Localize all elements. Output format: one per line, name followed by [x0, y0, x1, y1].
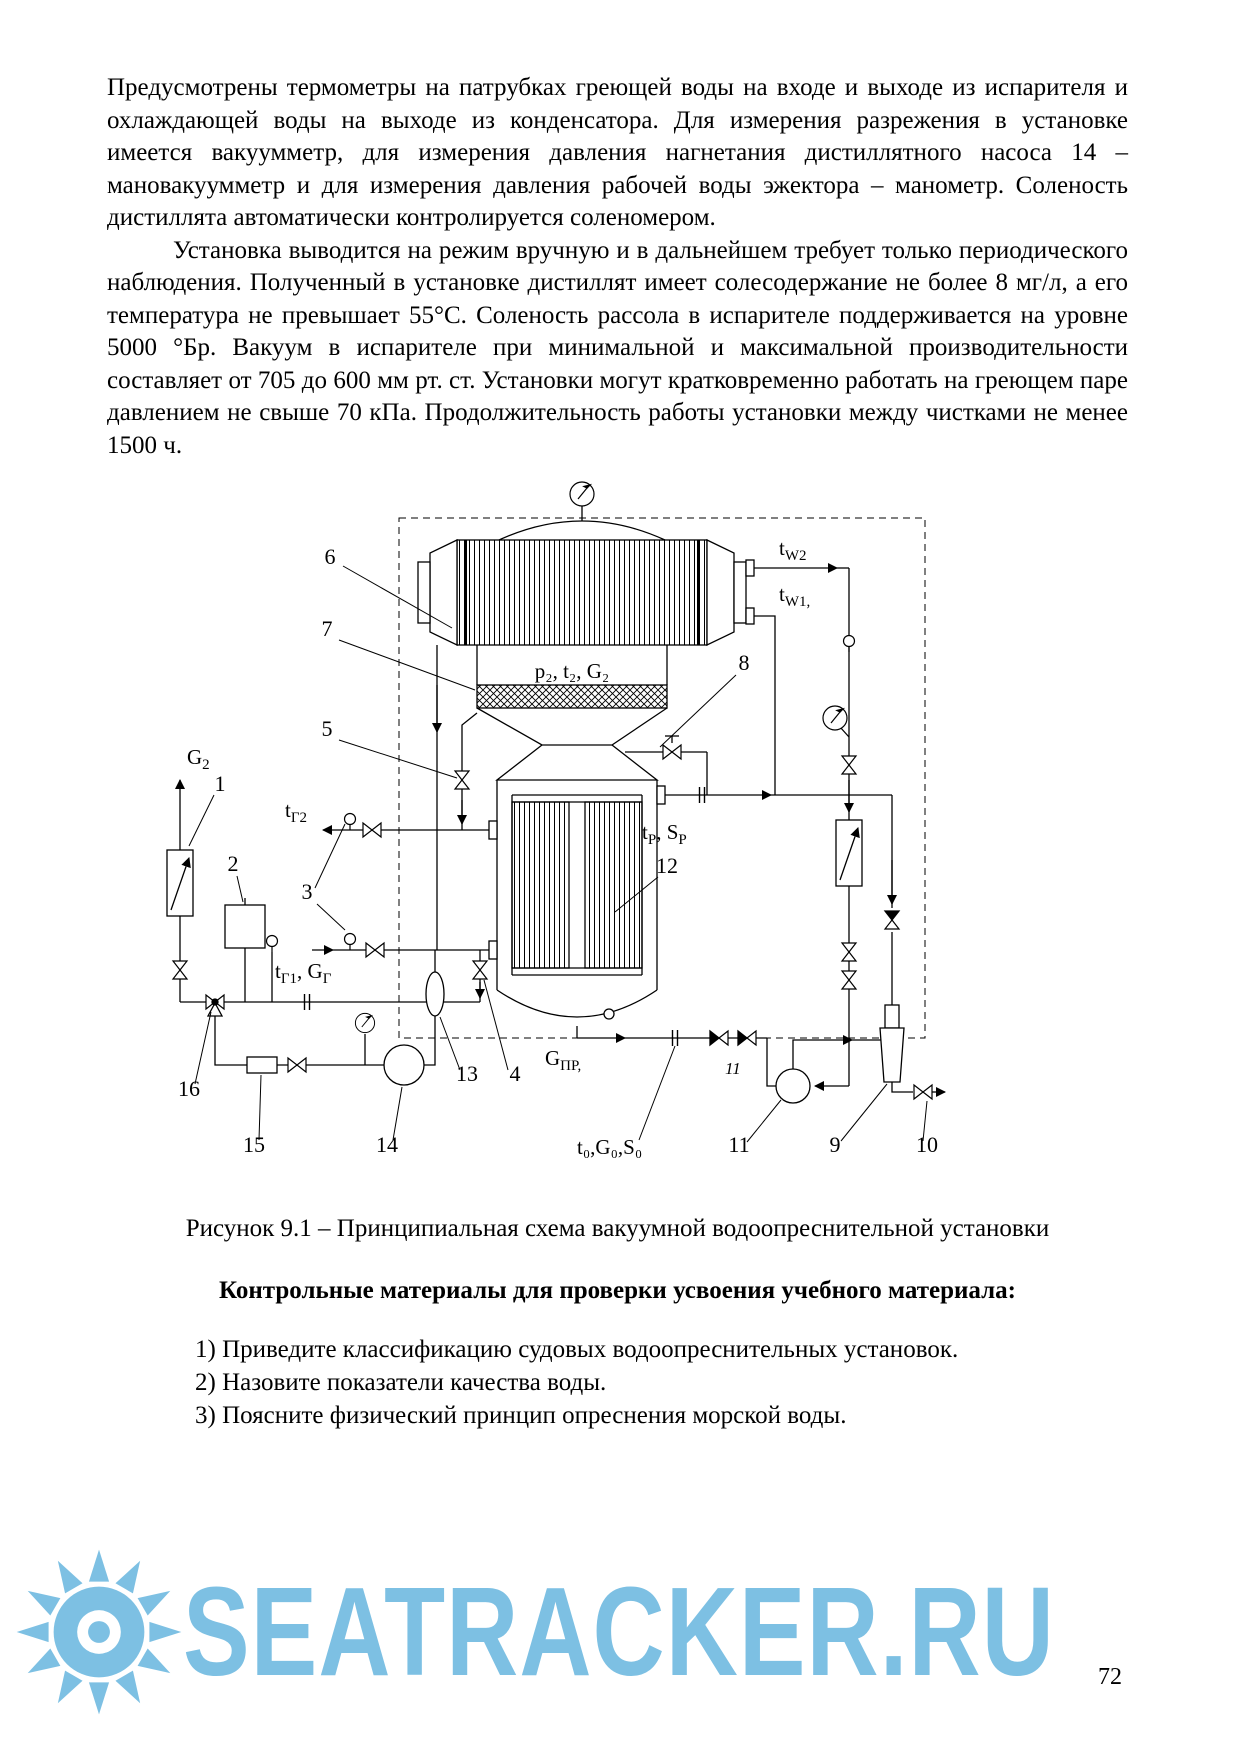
air-valve-8	[663, 745, 681, 759]
check-valve	[738, 1031, 756, 1045]
flowmeter-1	[167, 850, 193, 916]
check-valve	[710, 1031, 728, 1045]
diagram-label-tw2: $t_{W2}$	[779, 536, 807, 564]
valve	[842, 756, 856, 774]
valve	[842, 971, 856, 989]
question-item: 3) Поясните физический принцип опреснения морской воды.	[195, 1402, 847, 1429]
diagram-label-gpr: $G_{ПР,}$	[545, 1046, 582, 1074]
thermo-pocket-right	[844, 636, 855, 653]
diagram-label-14: 14	[376, 1132, 398, 1157]
question-item: 1) Приведите классификацию судовых водоопреснительных установок.	[195, 1336, 959, 1363]
strainer-15	[247, 1057, 277, 1073]
diagram-label-1: 1	[214, 771, 226, 796]
figure-9-1	[147, 480, 1128, 1243]
diagram-label-tp-sp: $t_Р$, $S_Р$	[642, 820, 687, 848]
watermark-text: SEATRACKER.RU	[183, 1560, 1055, 1703]
diagram-label-5: 5	[321, 716, 333, 741]
dosing-flask	[267, 936, 278, 953]
diagram-label-9: 9	[829, 1132, 841, 1157]
valve-5	[455, 771, 469, 789]
questions-list	[195, 1333, 1128, 1432]
diagram-label-7: 7	[321, 616, 333, 641]
diagram-label-8: 8	[738, 650, 750, 675]
three-way-valve-16	[206, 995, 224, 1016]
pressure-gauge-right	[823, 706, 847, 730]
diagram-label-p2-t2-g2: p₂, t₂, G₂	[534, 659, 610, 683]
diagram-label-4: 4	[509, 1061, 521, 1086]
valve	[842, 943, 856, 961]
separator-13	[426, 972, 444, 1016]
diagram-label-16: 16	[178, 1076, 200, 1101]
sun-logo	[15, 1548, 183, 1716]
diagram-label-tg2: $t_{Г2}$	[285, 798, 308, 826]
body-paragraph-2: Установка выводится на режим вручную и в дальнейшем требует только периодического наблюдения. Полученный в установке дистиллят имеет солесодержание не более 8 мг/л, а его температура не превышает 55°С. Соленость рассола в испарителе поддерживается на уровне 5000 °Бр. Вакуум в испарителе при минимальной и максимальной производительности составляет от 705 до 600 мм рт. ст. Установки могут кратковременно работать на греющем паре давлением не свыше 70 кПа. Продолжительность работы установки между чистками не менее 1500 ч.	[107, 236, 1128, 459]
evaporator	[489, 780, 665, 1019]
demister	[477, 685, 667, 708]
pump-gauge	[355, 1013, 374, 1032]
tank-2	[225, 898, 265, 948]
diagram-label-2: 2	[227, 851, 239, 876]
page-content	[107, 72, 1128, 1432]
check-valve	[885, 911, 899, 929]
condenser	[418, 540, 754, 645]
diagram-label-6: 6	[324, 544, 336, 569]
valve	[288, 1058, 306, 1072]
diagram-label-t0-g0-s0: t₀,G₀,S₀	[577, 1135, 643, 1159]
diagram-label-10: 10	[916, 1132, 938, 1157]
figure-caption: Рисунок 9.1 – Принципиальная схема вакуумной водоопреснительной установки	[185, 1215, 1050, 1242]
diagram-label-13: 13	[456, 1061, 478, 1086]
diagram-label-3: 3	[301, 879, 313, 904]
thermo-pocket-tg1	[345, 934, 356, 951]
pump-14	[384, 1045, 424, 1085]
pressure-gauge-top	[570, 482, 594, 506]
flowmeter-right	[836, 820, 862, 886]
schematic-diagram	[147, 480, 947, 1180]
diagram-label-11-italic: 11	[725, 1059, 741, 1078]
materials-heading: Контрольные материалы для проверки усвоения учебного материала:	[219, 1277, 1016, 1304]
body-paragraph-1: Предусмотрены термометры на патрубках греющей воды на входе и выходе из испарителя и охлаждающей воды на выходе из конденсатора. Для измерения разрежения в установке имеется вакуумметр, для измерения давления нагнетания дистиллятного насоса 14 – мановакуумметр и для измерения давления рабочей воды эжектора – манометр. Соленость дистиллята автоматически контролируется соленомером.	[107, 74, 1128, 231]
page-number: 72	[1098, 1664, 1122, 1690]
diagram-label-g2: $G_2$	[187, 745, 210, 773]
valve	[173, 961, 187, 979]
diagram-label-15: 15	[243, 1132, 265, 1157]
valve-4	[473, 961, 487, 979]
ejector-9	[880, 1005, 904, 1082]
valve	[366, 943, 384, 957]
diagram-label-tw1: $t_{W1,}$	[779, 582, 811, 610]
diagram-label-11: 11	[728, 1132, 750, 1157]
components	[167, 482, 932, 1103]
valve	[363, 823, 381, 837]
valve-10	[914, 1085, 932, 1099]
watermark	[15, 1548, 1055, 1716]
diagram-label-12: 12	[656, 853, 678, 878]
thermo-pocket-tg2	[345, 814, 356, 831]
question-item: 2) Назовите показатели качества воды.	[195, 1369, 607, 1396]
pump-11	[776, 1069, 810, 1103]
diagram-label-tg1-gg: $t_{Г1}$, $G_Г$	[275, 959, 332, 987]
